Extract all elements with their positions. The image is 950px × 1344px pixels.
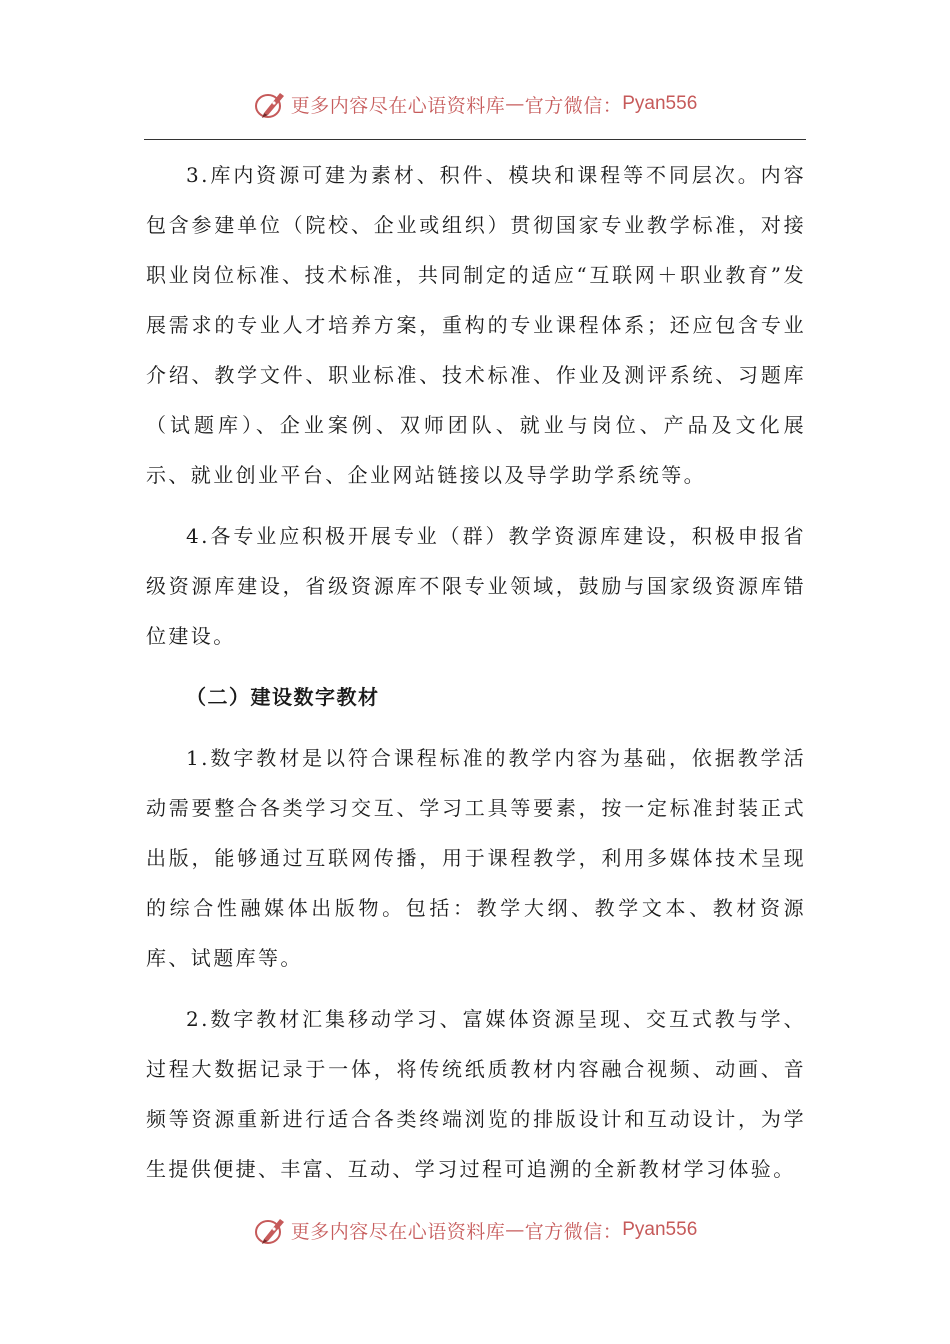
footer-separator: — xyxy=(505,1219,525,1241)
footer-banner xyxy=(0,1208,950,1252)
header-divider xyxy=(144,139,806,140)
footer-wechat-label: 官方微信： xyxy=(524,1220,623,1243)
footer-banner-text: 更多内容尽在心语资料库 xyxy=(290,1220,506,1243)
pen-nib-logo-icon xyxy=(253,1213,287,1247)
header-banner xyxy=(0,82,950,126)
paragraph-4: 4.各专业应积极开展专业（群）教学资源库建设，积极申报省级资源库建设，省级资源库不限专业领域，鼓励与国家级资源库错位建设。 xyxy=(146,524,806,648)
paragraph-3: 3.库内资源可建为素材、积件、模块和课程等不同层次。内容包含参建单位（院校、企业或组织）贯彻国家专业教学标准，对接职业岗位标准、技术标准，共同制定的适应“互联网＋职业教育”发展需求的专业人才培养方案，重构的专业课程体系；还应包含专业介绍、教学文件、职业标准、技术标准、作业及测评系统、习题库（试题库）、企业案例、双师团队、就业与岗位、产品及文化展示、就业创业平台、企业网站链接以及导学助学系统等。 xyxy=(146,163,806,487)
pen-nib-logo-icon xyxy=(253,87,287,121)
header-separator: — xyxy=(505,93,525,115)
header-banner-text: 更多内容尽在心语资料库 xyxy=(290,94,506,117)
section-paragraph-1: 1.数字教材是以符合课程标准的教学内容为基础，依据教学活动需要整合各类学习交互、学习工具等要素，按一定标准封装正式出版，能够通过互联网传播，用于课程教学，利用多媒体技术呈现的综合性融媒体出版物。包括：教学大纲、教学文本、教材资源库、试题库等。 xyxy=(146,746,806,970)
document-body xyxy=(146,150,806,1205)
footer-wechat-id: Pyan556 xyxy=(622,1219,698,1240)
header-wechat-id: Pyan556 xyxy=(622,93,698,114)
section-paragraph-2: 2.数字教材汇集移动学习、富媒体资源呈现、交互式教与学、过程大数据记录于一体，将传统纸质教材内容融合视频、动画、音频等资源重新进行适合各类终端浏览的排版设计和互动设计，为学生提供便捷、丰富、互动、学习过程可追溯的全新教材学习体验。 xyxy=(146,1007,806,1181)
section-heading: （二）建设数字教材 xyxy=(186,685,380,709)
header-wechat-label: 官方微信： xyxy=(524,94,623,117)
